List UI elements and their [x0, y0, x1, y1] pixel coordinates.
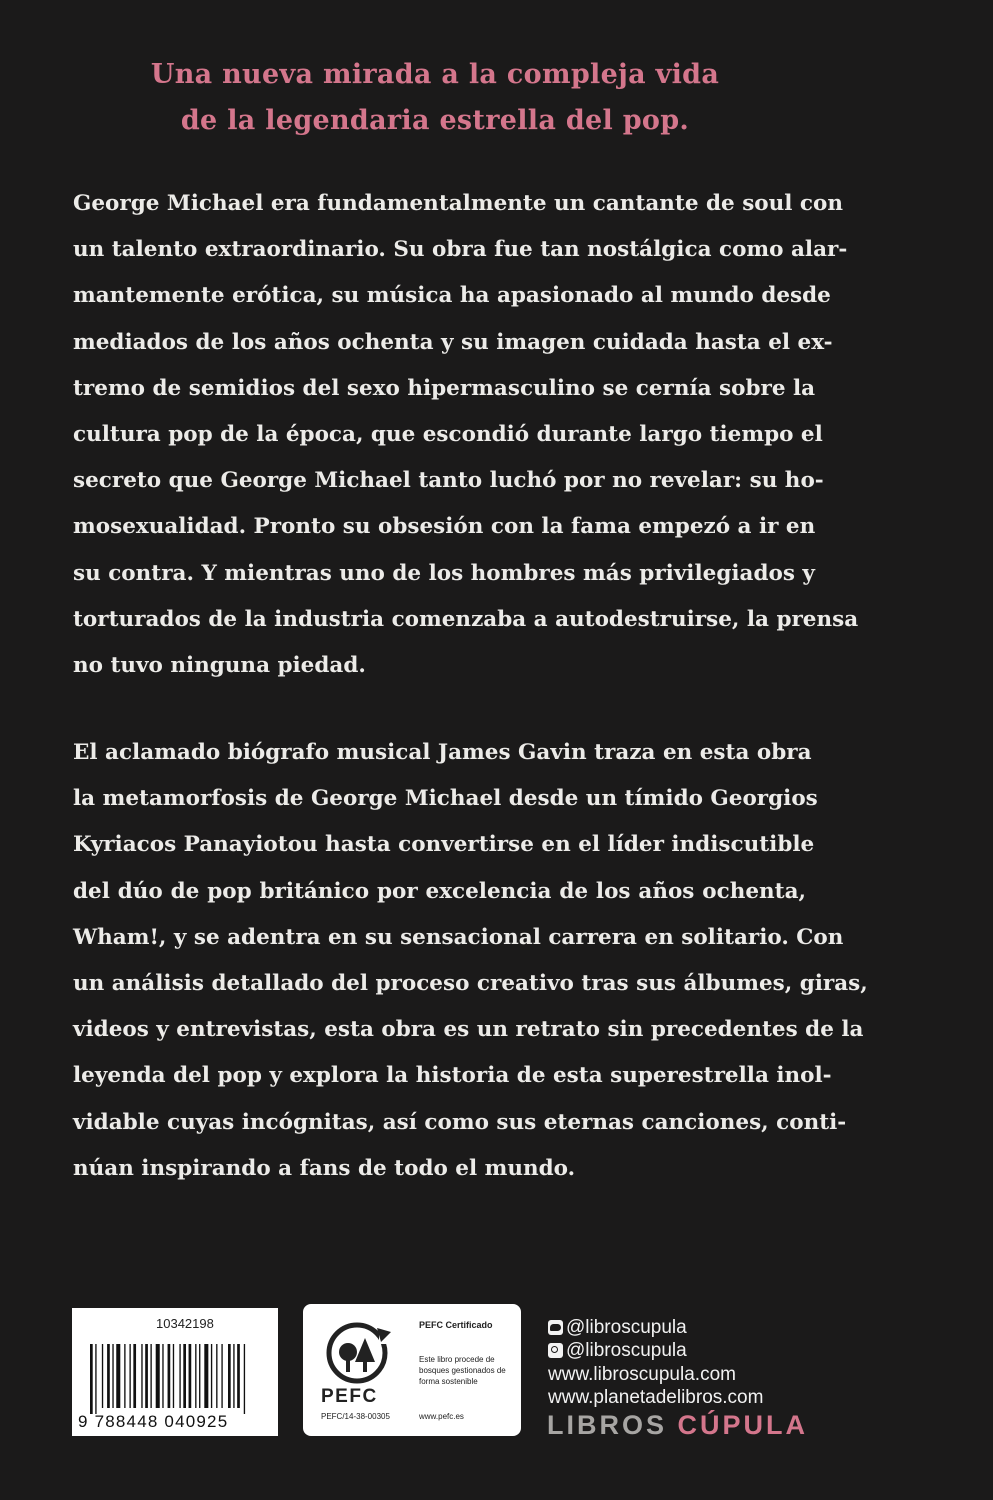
text-line: Kyriacos Panayiotou hasta convertirse en el líder indiscutible — [73, 832, 815, 858]
text-line: vidable cuyas incógnitas, así como sus eternas canciones, conti- — [73, 1109, 847, 1135]
website-link-1[interactable]: www.libroscupula.com — [548, 1363, 736, 1385]
text-line: leyenda del pop y explora la historia de esta superestrella inol- — [73, 1063, 832, 1089]
publisher-contacts — [548, 1316, 763, 1409]
text-line: la metamorfosis de George Michael desde un tímido Georgios — [73, 786, 818, 812]
pefc-wordmark: PEFC — [321, 1386, 378, 1407]
twitter-handle-row[interactable] — [548, 1316, 763, 1339]
text-line: Wham!, y se adentra en su sensacional carrera en solitario. Con — [73, 924, 844, 950]
pefc-url: www.pefc.es — [419, 1412, 464, 1421]
text-line: del dúo de pop británico por excelencia de los años ochenta, — [73, 878, 806, 904]
text-line: mantemente erótica, su música ha apasionado al mundo desde — [73, 283, 831, 309]
text-line: torturados de la industria comenzaba a autodestruirse, la prensa — [73, 606, 859, 632]
text-line: no tuvo ninguna piedad. — [73, 653, 366, 679]
text-line: un análisis detallado del proceso creativo tras sus álbumes, giras, — [73, 971, 868, 997]
pefc-tree-icon — [321, 1322, 399, 1384]
text-line: su contra. Y mientras uno de los hombres más privilegiados y — [73, 560, 815, 586]
text-line: secreto que George Michael tanto luchó por no revelar: su ho- — [73, 468, 824, 494]
pefc-code: PEFC/14-38-00305 — [321, 1412, 390, 1421]
text-line: videos y entrevistas, esta obra es un retrato sin precedentes de la — [73, 1017, 864, 1043]
synopsis-paragraph-2 — [73, 730, 868, 1192]
isbn-barcode — [72, 1308, 278, 1436]
text-line: mosexualidad. Pronto su obsesión con la fama empezó a ir en — [73, 514, 816, 540]
pefc-title: PEFC Certificado — [419, 1320, 493, 1330]
tagline-line-2: de la legendaria estrella del pop. — [180, 105, 690, 136]
synopsis-paragraph-1 — [73, 181, 859, 689]
text-line: un talento extraordinario. Su obra fue tan nostálgica como alar- — [73, 237, 848, 263]
text-line: George Michael era fundamentalmente un cantante de soul con — [73, 191, 843, 216]
twitter-handle[interactable]: @libroscupula — [566, 1317, 687, 1338]
instagram-handle[interactable]: @libroscupula — [566, 1340, 687, 1362]
publisher-logo-part-1: LIBROS — [547, 1410, 668, 1440]
website-link-2[interactable]: www.planetadelibros.com — [548, 1386, 764, 1408]
publisher-logo — [547, 1410, 808, 1441]
publisher-logo-part-2: CÚPULA — [677, 1410, 809, 1440]
instagram-handle-row[interactable] — [548, 1339, 763, 1362]
text-line: núan inspirando a fans de todo el mundo. — [73, 1155, 576, 1181]
instagram-icon — [548, 1343, 563, 1358]
tagline — [0, 52, 870, 144]
isbn-number: 9 788448 040925 — [78, 1412, 229, 1431]
text-line: tremo de semidios del sexo hipermasculino se cernía sobre la — [73, 375, 816, 401]
pefc-description: Este libro procede de bosques gestionados de forma sostenible — [419, 1355, 506, 1386]
twitter-icon — [548, 1320, 563, 1335]
text-line: mediados de los años ochenta y su imagen cuidada hasta el ex- — [73, 329, 833, 355]
text-line: cultura pop de la época, que escondió durante largo tiempo el — [73, 422, 823, 448]
text-line: El aclamado biógrafo musical James Gavin traza en esta obra — [73, 740, 812, 765]
pefc-certification — [303, 1304, 521, 1436]
barcode-code: 10342198 — [156, 1316, 214, 1331]
tagline-line-1: Una nueva mirada a la compleja vida — [150, 59, 720, 90]
